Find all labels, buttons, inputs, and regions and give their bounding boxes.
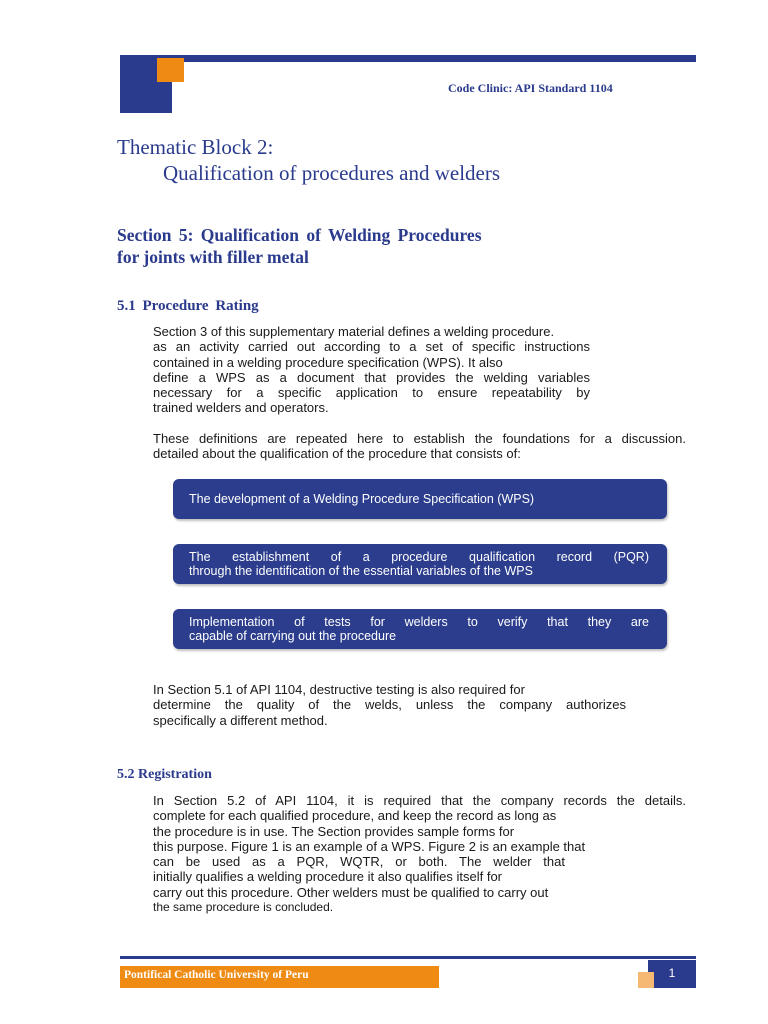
text-line: initially qualifies a welding procedure it also qualifies itself for xyxy=(153,869,503,885)
text-line: These definitions are repeated here to establish the foundations for a discussion. xyxy=(153,431,686,446)
header-orange-square xyxy=(157,58,184,82)
step-box-pqr-establishment xyxy=(173,544,667,584)
step-box-text: The establishment of a procedure qualification record (PQR) xyxy=(189,550,649,564)
paragraph-foundations xyxy=(153,431,686,462)
thematic-block-line2: Qualification of procedures and welders xyxy=(163,161,501,185)
subsection-5-2-heading: 5.2 Registration xyxy=(117,767,212,782)
text-line: Section 3 of this supplementary material defines a welding procedure. xyxy=(153,324,555,339)
thematic-block-line1: Thematic Block 2: xyxy=(117,135,274,159)
paragraph-registration xyxy=(153,793,686,915)
text-line: In Section 5.1 of API 1104, destructive testing is also required for xyxy=(153,682,525,697)
text-line: In Section 5.2 of API 1104, it is required that the company records the details. xyxy=(153,793,686,808)
text-line: as an activity carried out according to a set of specific instructions xyxy=(153,339,590,355)
text-line: the procedure is in use. The Section provides sample forms for xyxy=(153,823,515,839)
section-title-line2: for joints with filler metal xyxy=(117,247,309,267)
thematic-block-title xyxy=(117,134,500,186)
text-line: contained in a welding procedure specification (WPS). It also xyxy=(153,354,503,370)
text-line: carry out this procedure. Other welders must be qualified to carry out xyxy=(153,884,549,900)
text-line: complete for each qualified procedure, and keep the record as long as xyxy=(153,808,557,824)
section-title xyxy=(117,224,482,268)
footer-rule xyxy=(120,956,696,959)
paragraph-destructive-testing xyxy=(153,682,686,728)
footer-university: Pontifical Catholic University of Peru xyxy=(124,969,309,981)
subsection-5-1-heading: 5.1 Procedure Rating xyxy=(117,298,259,314)
text-line: this purpose. Figure 1 is an example of a WPS. Figure 2 is an example that xyxy=(153,838,586,854)
text-line: detailed about the qualification of the procedure that consists of: xyxy=(153,446,521,462)
header-title: Code Clinic: API Standard 1104 xyxy=(448,81,613,95)
text-line: necessary for a specific application to ensure repeatability by xyxy=(153,385,590,401)
text-line: the same procedure is concluded. xyxy=(153,900,334,915)
step-box-text: capable of carrying out the procedure xyxy=(189,629,397,643)
paragraph-definitions xyxy=(153,324,686,416)
text-line: can be used as a PQR, WQTR, or both. The welder that xyxy=(153,854,565,870)
text-line: specifically a different method. xyxy=(153,712,328,728)
step-box-text: Implementation of tests for welders to verify that they are xyxy=(189,615,649,629)
page-number: 1 xyxy=(668,966,676,980)
step-box-text: through the identification of the essential variables of the WPS xyxy=(189,564,533,578)
step-box-text: The development of a Welding Procedure Specification (WPS) xyxy=(189,492,535,506)
header-rule xyxy=(120,55,696,62)
step-box-wps-development xyxy=(173,479,667,519)
text-line: trained welders and operators. xyxy=(153,400,329,416)
section-title-line1: Section 5: Qualification of Welding Procedures xyxy=(117,225,482,245)
text-line: determine the quality of the welds, unless the company authorizes xyxy=(153,697,626,713)
step-box-welder-tests xyxy=(173,609,667,649)
text-line: define a WPS as a document that provides the welding variables xyxy=(153,369,590,385)
